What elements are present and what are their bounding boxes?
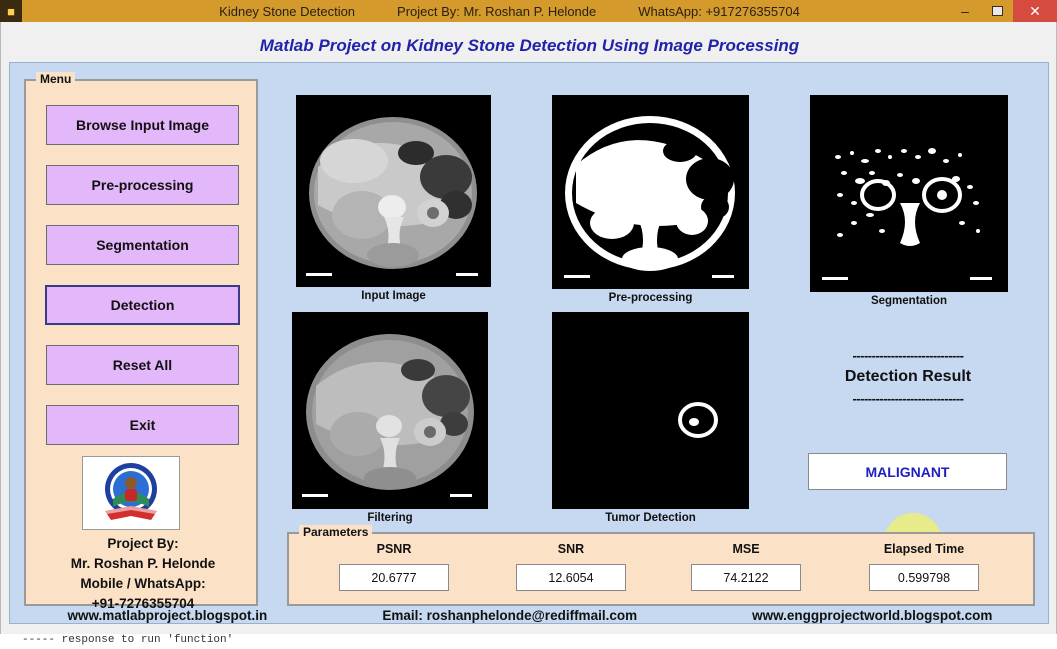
project-credits	[26, 534, 260, 614]
project-logo	[82, 456, 180, 530]
detection-result-value: MALIGNANT	[808, 453, 1007, 490]
tile-segmentation	[810, 95, 1008, 307]
filtering-caption: Filtering	[367, 512, 413, 524]
parameters-legend: Parameters	[299, 525, 372, 539]
logo-icon	[83, 457, 179, 529]
param-elapsed-time	[837, 542, 1011, 591]
param-elapsed-time-label: Elapsed Time	[883, 542, 965, 556]
segmentation-caption: Segmentation	[870, 295, 948, 307]
input-image-caption: Input Image	[361, 290, 426, 302]
param-snr	[484, 542, 658, 591]
tile-tumor-detection	[552, 312, 749, 524]
input-image-canvas	[296, 95, 491, 287]
stone-blob-image	[552, 312, 749, 509]
footer-links	[10, 608, 1050, 623]
parameters-panel	[287, 525, 1035, 606]
maximize-icon	[992, 6, 1003, 16]
tile-pre-processing	[552, 95, 749, 304]
footer-email[interactable]: Email: roshanphelonde@rediffmail.com	[382, 608, 638, 623]
binary-mask-image	[552, 95, 749, 289]
credit-line-4: +91-7276355704	[91, 596, 195, 611]
tile-input-image	[296, 95, 491, 302]
browse-input-image-button[interactable]: Browse Input Image	[46, 105, 239, 145]
filtering-canvas	[292, 312, 488, 509]
detection-result-title: Detection Result	[844, 368, 972, 385]
main-panel	[9, 62, 1049, 624]
exit-button[interactable]: Exit	[46, 405, 239, 445]
reset-all-button[interactable]: Reset All	[46, 345, 239, 385]
pre-processing-caption: Pre-processing	[608, 292, 693, 304]
menu-panel	[24, 72, 258, 611]
param-mse-label: MSE	[732, 542, 760, 556]
console-text: ----- response to run 'function'	[22, 634, 234, 646]
credit-line-2: Mr. Roshan P. Helonde	[70, 556, 216, 571]
param-psnr-label: PSNR	[376, 542, 412, 556]
footer-world-link[interactable]: www.enggprojectworld.blogspot.com	[752, 608, 993, 623]
credit-line-3: Mobile / WhatsApp:	[80, 576, 206, 591]
app-window	[0, 22, 1057, 634]
tumor-detection-canvas	[552, 312, 749, 509]
segmentation-button[interactable]: Segmentation	[46, 225, 239, 265]
titlebar-whatsapp: WhatsApp: +917276355704	[638, 3, 800, 19]
ct-filtered-image	[292, 312, 488, 509]
titlebar-author: Project By: Mr. Roshan P. Helonde	[397, 3, 597, 19]
segmentation-canvas	[810, 95, 1008, 292]
titlebar-text-group	[22, 4, 1057, 19]
titlebar-title: Kidney Stone Detection	[219, 3, 356, 19]
param-mse	[659, 542, 833, 591]
param-psnr-value[interactable]: 20.6777	[339, 564, 449, 591]
menu-legend: Menu	[36, 72, 75, 86]
window-controls	[949, 0, 1057, 22]
param-psnr	[307, 542, 481, 591]
console-strip	[0, 634, 1057, 649]
param-snr-value[interactable]: 12.6054	[516, 564, 626, 591]
detection-button[interactable]: Detection	[45, 285, 240, 325]
detection-divider-bottom: -----------------------------	[852, 391, 964, 406]
param-mse-value[interactable]: 74.2122	[691, 564, 801, 591]
minimize-button[interactable]: –	[961, 3, 969, 19]
close-button[interactable]: ✕	[1013, 0, 1057, 22]
detection-divider-top: -----------------------------	[852, 348, 964, 363]
param-elapsed-time-value[interactable]: 0.599798	[869, 564, 979, 591]
window-titlebar	[0, 0, 1057, 22]
credit-line-1: Project By:	[107, 536, 179, 551]
page-title: Matlab Project on Kidney Stone Detection Using Image Processing	[259, 36, 800, 55]
footer-blog-link[interactable]: www.matlabproject.blogspot.in	[67, 608, 268, 623]
param-snr-label: SNR	[557, 542, 585, 556]
segmented-specks-image	[810, 95, 1008, 292]
matlab-icon: ■	[0, 0, 22, 22]
maximize-button[interactable]	[981, 0, 1013, 22]
pre-processing-canvas	[552, 95, 749, 289]
tile-filtering	[292, 312, 488, 524]
tumor-detection-caption: Tumor Detection	[605, 512, 696, 524]
ct-scan-image	[296, 95, 491, 287]
pre-processing-button[interactable]: Pre-processing	[46, 165, 239, 205]
